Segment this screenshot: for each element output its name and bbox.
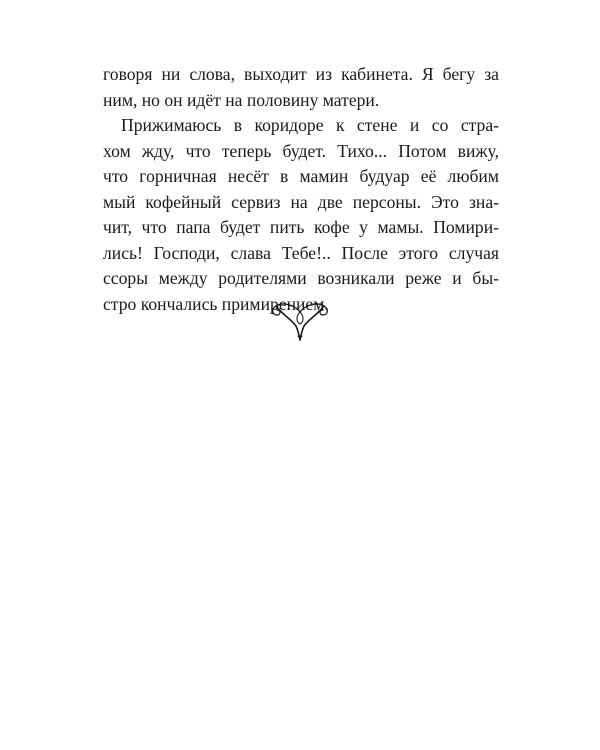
paragraph-1 [103, 62, 499, 113]
heart-flourish-icon [268, 300, 332, 342]
text-line: Прижимаюсь в коридоре к стене и со стра- [121, 115, 499, 135]
text-line: хом жду, что теперь будет. Тихо... Потом вижу, [103, 140, 499, 161]
text-line: говоря ни слова, выходит из кабинета. Я бегу за [103, 64, 499, 84]
text-line: чит, что папа будет пить кофе у мамы. Помири- [103, 217, 499, 237]
text-line: мый кофейный сервиз на две персоны. Это зна- [103, 191, 499, 212]
text-line: что горничная несёт в мамин будуар её любим [103, 166, 499, 186]
text-line: ссоры между родителями возникали реже и бы- [103, 268, 499, 288]
text-line: лись! Господи, слава Тебе!.. После этого случая [103, 242, 499, 263]
text-line: стро кончались примирением. [103, 293, 329, 314]
text-line: ним, но он идёт на половину матери. [103, 89, 380, 110]
body-text [103, 62, 499, 317]
paragraph-2 [103, 113, 499, 317]
